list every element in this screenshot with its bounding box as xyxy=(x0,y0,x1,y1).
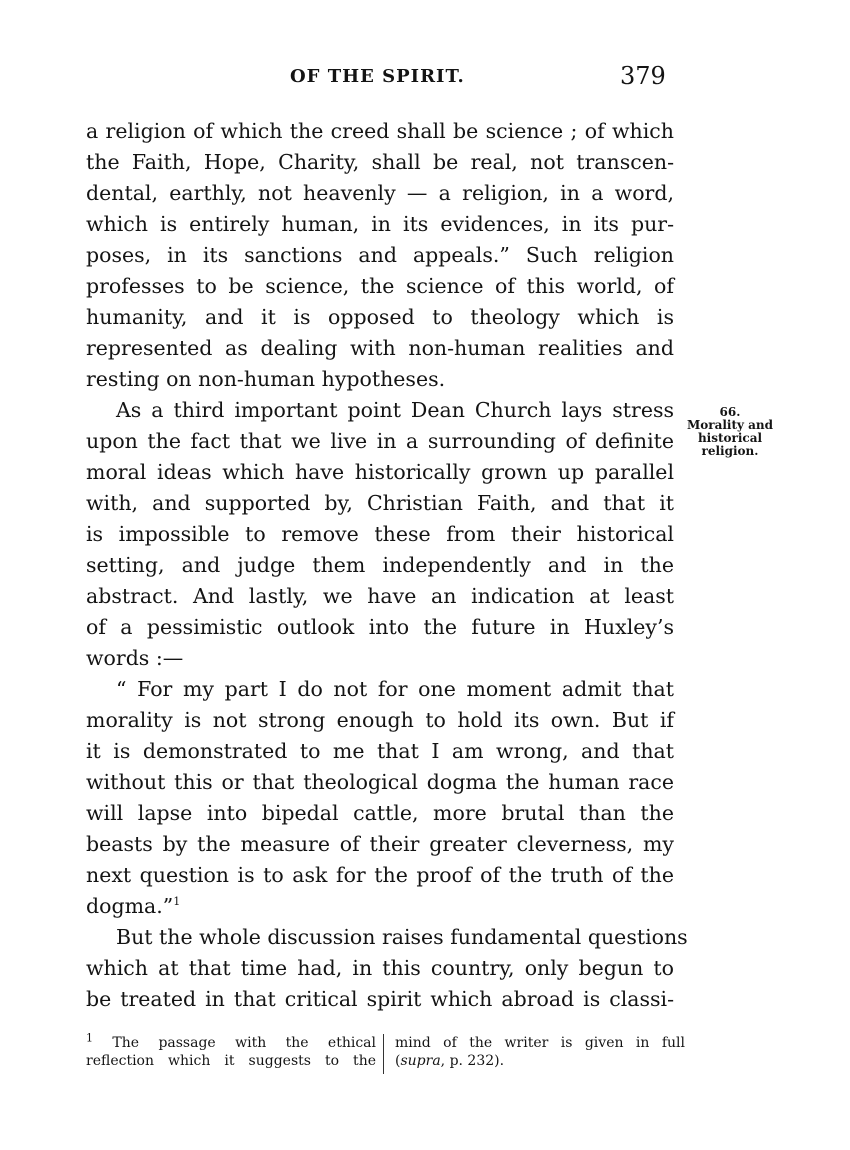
text-line: “ For my part I do not for one moment admit that xyxy=(116,677,674,701)
text-line: it is demonstrated to me that I am wrong, and that xyxy=(86,739,674,763)
text-line: upon the fact that we live in a surrounding of definite xyxy=(86,429,674,453)
text-line: which is entirely human, in its evidences, in its pur- xyxy=(86,212,674,236)
text-line: a religion of which the creed shall be science ; of which xyxy=(86,119,674,143)
text-line: professes to be science, the science of this world, of xyxy=(86,274,674,298)
text-line: without this or that theological dogma the human race xyxy=(86,770,674,794)
text-line: morality is not strong enough to hold its own. But if xyxy=(86,708,674,732)
body-text xyxy=(86,116,688,1015)
footnote-line: reflection which it suggests to the xyxy=(86,1053,376,1069)
footnote-line xyxy=(395,1052,685,1070)
text-line: moral ideas which have historically grown up parallel xyxy=(86,460,674,484)
page-header xyxy=(0,62,850,96)
running-head: OF THE SPIRIT. xyxy=(290,66,465,87)
text-line: with, and supported by, Christian Faith, and that it xyxy=(86,491,674,515)
footnote-marker: 1 xyxy=(86,1031,93,1045)
footnote-reference: 1 xyxy=(173,895,181,909)
text-line: is impossible to remove these from their historical xyxy=(86,522,674,546)
footnote-italic-text: supra xyxy=(400,1053,441,1069)
text-line: be treated in that critical spirit which abroad is classi- xyxy=(86,987,674,1011)
footnote-text: ( xyxy=(395,1053,401,1069)
margin-note-line: historical xyxy=(697,431,763,445)
margin-note-number: 66. xyxy=(719,405,741,419)
footnote-text: The passage with the ethical xyxy=(112,1035,376,1051)
text-line: next question is to ask for the proof of the truth of the xyxy=(86,863,674,887)
footnote-right-column xyxy=(395,1034,685,1070)
text-line: resting on non-human hypotheses. xyxy=(86,367,446,391)
text-line: As a third important point Dean Church lays stress xyxy=(116,398,674,422)
text-line: But the whole discussion raises fundamental questions xyxy=(116,925,688,949)
text-line: beasts by the measure of their greater cleverness, my xyxy=(86,832,674,856)
page-number: 379 xyxy=(620,62,666,90)
text-line: of a pessimistic outlook into the future in Huxley’s xyxy=(86,615,674,639)
footnote-line: mind of the writer is given in full xyxy=(395,1035,685,1051)
text-line-content: dogma.” xyxy=(86,894,174,918)
text-line xyxy=(86,891,674,922)
text-line: poses, in its sanctions and appeals.” Such religion xyxy=(86,243,674,267)
margin-note-line: Morality and xyxy=(686,418,774,432)
text-line: humanity, and it is opposed to theology which is xyxy=(86,305,674,329)
text-line: dental, earthly, not heavenly — a religion, in a word, xyxy=(86,181,674,205)
text-line: setting, and judge them independently and in the xyxy=(86,553,674,577)
text-line: words :— xyxy=(86,646,184,670)
footnote-line xyxy=(86,1031,376,1052)
text-line: abstract. And lastly, we have an indication at least xyxy=(86,584,674,608)
footnote-left-column xyxy=(86,1031,376,1070)
text-line: will lapse into bipedal cattle, more brutal than the xyxy=(86,801,674,825)
margin-note xyxy=(680,406,780,458)
footnote-text: , p. 232). xyxy=(440,1053,505,1069)
margin-note-line: religion. xyxy=(701,444,759,458)
text-line: which at that time had, in this country, only begun to xyxy=(86,956,674,980)
footnote-divider xyxy=(383,1034,384,1074)
text-line: the Faith, Hope, Charity, shall be real, not transcen- xyxy=(86,150,674,174)
text-line: represented as dealing with non-human realities and xyxy=(86,336,674,360)
